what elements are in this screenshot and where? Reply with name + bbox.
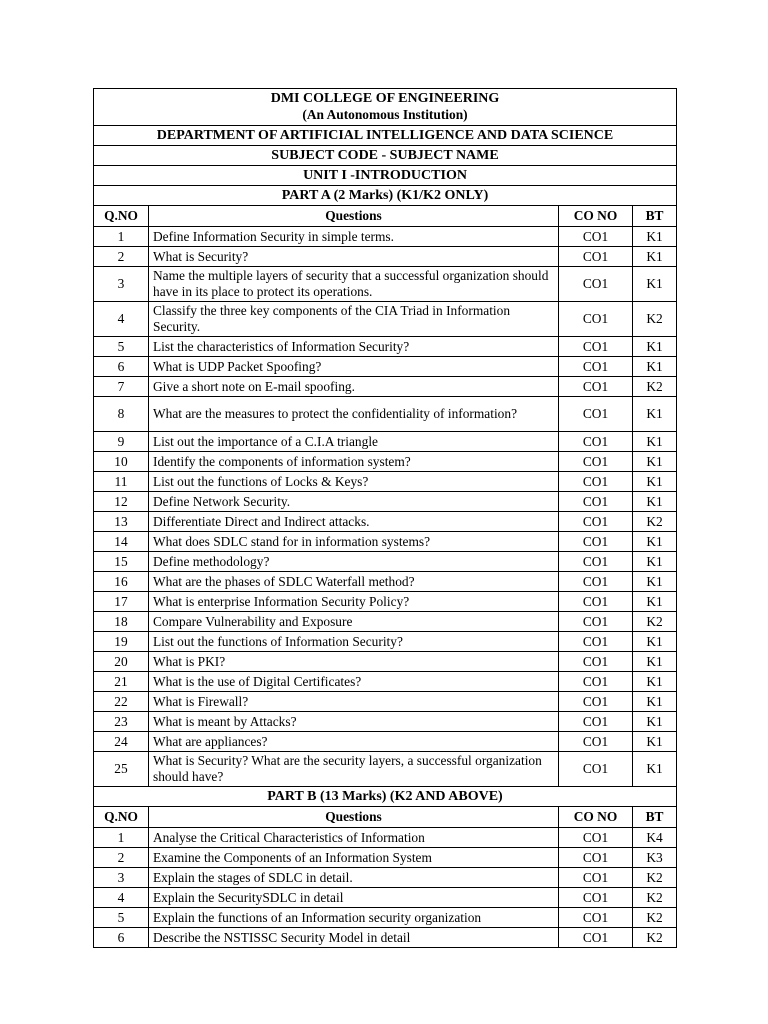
- question-number: 19: [94, 632, 149, 652]
- question-bank-table: [93, 88, 677, 948]
- question-text: Differentiate Direct and Indirect attacks.: [149, 512, 559, 532]
- question-number: 2: [94, 848, 149, 868]
- question-row: [94, 752, 677, 787]
- bt-header: BT: [633, 807, 677, 828]
- subject-row: [94, 146, 677, 166]
- unit-title: UNIT I -INTRODUCTION: [94, 166, 677, 186]
- college-header-row: [94, 89, 677, 126]
- question-row: [94, 908, 677, 928]
- blooms-level: K1: [633, 632, 677, 652]
- question-text: List out the functions of Locks & Keys?: [149, 472, 559, 492]
- blooms-level: K4: [633, 828, 677, 848]
- course-outcome: CO1: [559, 492, 633, 512]
- question-text: What are the phases of SDLC Waterfall method?: [149, 572, 559, 592]
- blooms-level: K1: [633, 732, 677, 752]
- blooms-level: K2: [633, 868, 677, 888]
- question-number: 3: [94, 868, 149, 888]
- course-outcome: CO1: [559, 828, 633, 848]
- question-number: 12: [94, 492, 149, 512]
- questions-header: Questions: [149, 807, 559, 828]
- course-outcome: CO1: [559, 302, 633, 337]
- part-b-column-headers: [94, 807, 677, 828]
- blooms-level: K1: [633, 397, 677, 432]
- blooms-level: K1: [633, 452, 677, 472]
- blooms-level: K1: [633, 652, 677, 672]
- question-number: 4: [94, 302, 149, 337]
- qno-header: Q.NO: [94, 206, 149, 227]
- question-number: 15: [94, 552, 149, 572]
- subject-name: SUBJECT CODE - SUBJECT NAME: [94, 146, 677, 166]
- question-number: 1: [94, 227, 149, 247]
- course-outcome: CO1: [559, 227, 633, 247]
- course-outcome: CO1: [559, 888, 633, 908]
- course-outcome: CO1: [559, 692, 633, 712]
- part-b-title-row: [94, 787, 677, 807]
- department-row: [94, 126, 677, 146]
- question-number: 14: [94, 532, 149, 552]
- course-outcome: CO1: [559, 512, 633, 532]
- question-number: 17: [94, 592, 149, 612]
- question-text: What is Security?: [149, 247, 559, 267]
- question-number: 18: [94, 612, 149, 632]
- blooms-level: K2: [633, 928, 677, 948]
- question-row: [94, 432, 677, 452]
- question-number: 5: [94, 337, 149, 357]
- question-row: [94, 868, 677, 888]
- question-text: What are appliances?: [149, 732, 559, 752]
- course-outcome: CO1: [559, 532, 633, 552]
- unit-row: [94, 166, 677, 186]
- question-row: [94, 492, 677, 512]
- blooms-level: K1: [633, 532, 677, 552]
- blooms-level: K1: [633, 692, 677, 712]
- course-outcome: CO1: [559, 868, 633, 888]
- part-b-title: PART B (13 Marks) (K2 AND ABOVE): [94, 787, 677, 807]
- question-number: 8: [94, 397, 149, 432]
- co-header: CO NO: [559, 807, 633, 828]
- question-text: What is enterprise Information Security Policy?: [149, 592, 559, 612]
- questions-header: Questions: [149, 206, 559, 227]
- question-row: [94, 732, 677, 752]
- course-outcome: CO1: [559, 752, 633, 787]
- question-row: [94, 302, 677, 337]
- blooms-level: K2: [633, 908, 677, 928]
- question-row: [94, 337, 677, 357]
- course-outcome: CO1: [559, 732, 633, 752]
- question-text: Explain the stages of SDLC in detail.: [149, 868, 559, 888]
- question-text: What is the use of Digital Certificates?: [149, 672, 559, 692]
- blooms-level: K1: [633, 267, 677, 302]
- question-row: [94, 888, 677, 908]
- question-row: [94, 247, 677, 267]
- blooms-level: K1: [633, 472, 677, 492]
- blooms-level: K1: [633, 592, 677, 612]
- question-text: Compare Vulnerability and Exposure: [149, 612, 559, 632]
- blooms-level: K1: [633, 572, 677, 592]
- question-row: [94, 848, 677, 868]
- blooms-level: K2: [633, 302, 677, 337]
- question-row: [94, 357, 677, 377]
- question-row: [94, 928, 677, 948]
- blooms-level: K1: [633, 752, 677, 787]
- co-header: CO NO: [559, 206, 633, 227]
- blooms-level: K3: [633, 848, 677, 868]
- question-row: [94, 377, 677, 397]
- question-text: Explain the SecuritySDLC in detail: [149, 888, 559, 908]
- question-text: Describe the NSTISSC Security Model in detail: [149, 928, 559, 948]
- question-text: Define methodology?: [149, 552, 559, 572]
- question-text: Define Information Security in simple terms.: [149, 227, 559, 247]
- question-text: What is Security? What are the security layers, a successful organization should have?: [149, 752, 559, 787]
- question-row: [94, 532, 677, 552]
- question-row: [94, 672, 677, 692]
- question-row: [94, 632, 677, 652]
- question-number: 25: [94, 752, 149, 787]
- question-row: [94, 712, 677, 732]
- question-number: 1: [94, 828, 149, 848]
- blooms-level: K2: [633, 377, 677, 397]
- question-number: 10: [94, 452, 149, 472]
- question-number: 2: [94, 247, 149, 267]
- question-number: 3: [94, 267, 149, 302]
- course-outcome: CO1: [559, 572, 633, 592]
- department-name: DEPARTMENT OF ARTIFICIAL INTELLIGENCE AND DATA SCIENCE: [94, 126, 677, 146]
- question-row: [94, 572, 677, 592]
- question-text: What are the measures to protect the confidentiality of information?: [149, 397, 559, 432]
- part-a-title: PART A (2 Marks) (K1/K2 ONLY): [94, 186, 677, 206]
- course-outcome: CO1: [559, 632, 633, 652]
- question-row: [94, 227, 677, 247]
- question-row: [94, 612, 677, 632]
- course-outcome: CO1: [559, 712, 633, 732]
- question-text: Define Network Security.: [149, 492, 559, 512]
- blooms-level: K1: [633, 492, 677, 512]
- question-number: 21: [94, 672, 149, 692]
- question-number: 13: [94, 512, 149, 532]
- question-text: Analyse the Critical Characteristics of Information: [149, 828, 559, 848]
- question-number: 20: [94, 652, 149, 672]
- blooms-level: K1: [633, 552, 677, 572]
- question-row: [94, 397, 677, 432]
- question-text: What is meant by Attacks?: [149, 712, 559, 732]
- course-outcome: CO1: [559, 432, 633, 452]
- question-text: What is Firewall?: [149, 692, 559, 712]
- institution-type: (An Autonomous Institution): [302, 107, 468, 122]
- blooms-level: K1: [633, 672, 677, 692]
- question-row: [94, 652, 677, 672]
- question-number: 6: [94, 357, 149, 377]
- blooms-level: K1: [633, 357, 677, 377]
- question-number: 4: [94, 888, 149, 908]
- question-number: 5: [94, 908, 149, 928]
- course-outcome: CO1: [559, 848, 633, 868]
- question-row: [94, 512, 677, 532]
- question-text: Examine the Components of an Information System: [149, 848, 559, 868]
- question-text: Name the multiple layers of security that a successful organization should have in its place to protect its operations.: [149, 267, 559, 302]
- course-outcome: CO1: [559, 247, 633, 267]
- course-outcome: CO1: [559, 552, 633, 572]
- question-row: [94, 472, 677, 492]
- question-text: Explain the functions of an Information security organization: [149, 908, 559, 928]
- blooms-level: K1: [633, 247, 677, 267]
- course-outcome: CO1: [559, 472, 633, 492]
- question-text: Identify the components of information system?: [149, 452, 559, 472]
- question-number: 7: [94, 377, 149, 397]
- question-number: 16: [94, 572, 149, 592]
- course-outcome: CO1: [559, 397, 633, 432]
- question-text: List out the importance of a C.I.A triangle: [149, 432, 559, 452]
- course-outcome: CO1: [559, 337, 633, 357]
- blooms-level: K1: [633, 227, 677, 247]
- blooms-level: K1: [633, 337, 677, 357]
- blooms-level: K1: [633, 432, 677, 452]
- bt-header: BT: [633, 206, 677, 227]
- question-text: Classify the three key components of the CIA Triad in Information Security.: [149, 302, 559, 337]
- course-outcome: CO1: [559, 928, 633, 948]
- course-outcome: CO1: [559, 377, 633, 397]
- question-number: 23: [94, 712, 149, 732]
- course-outcome: CO1: [559, 357, 633, 377]
- question-text: Give a short note on E-mail spoofing.: [149, 377, 559, 397]
- question-row: [94, 452, 677, 472]
- question-text: List the characteristics of Information Security?: [149, 337, 559, 357]
- college-name: DMI COLLEGE OF ENGINEERING: [270, 91, 500, 106]
- blooms-level: K1: [633, 712, 677, 732]
- question-text: What is UDP Packet Spoofing?: [149, 357, 559, 377]
- course-outcome: CO1: [559, 267, 633, 302]
- question-number: 22: [94, 692, 149, 712]
- question-row: [94, 692, 677, 712]
- course-outcome: CO1: [559, 592, 633, 612]
- blooms-level: K2: [633, 888, 677, 908]
- course-outcome: CO1: [559, 652, 633, 672]
- course-outcome: CO1: [559, 672, 633, 692]
- question-text: What is PKI?: [149, 652, 559, 672]
- question-row: [94, 552, 677, 572]
- question-number: 24: [94, 732, 149, 752]
- question-text: List out the functions of Information Security?: [149, 632, 559, 652]
- question-number: 11: [94, 472, 149, 492]
- question-row: [94, 828, 677, 848]
- qno-header: Q.NO: [94, 807, 149, 828]
- question-number: 9: [94, 432, 149, 452]
- part-a-column-headers: [94, 206, 677, 227]
- question-number: 6: [94, 928, 149, 948]
- blooms-level: K2: [633, 612, 677, 632]
- part-a-title-row: [94, 186, 677, 206]
- course-outcome: CO1: [559, 908, 633, 928]
- course-outcome: CO1: [559, 612, 633, 632]
- question-row: [94, 592, 677, 612]
- question-row: [94, 267, 677, 302]
- course-outcome: CO1: [559, 452, 633, 472]
- question-text: What does SDLC stand for in information systems?: [149, 532, 559, 552]
- blooms-level: K2: [633, 512, 677, 532]
